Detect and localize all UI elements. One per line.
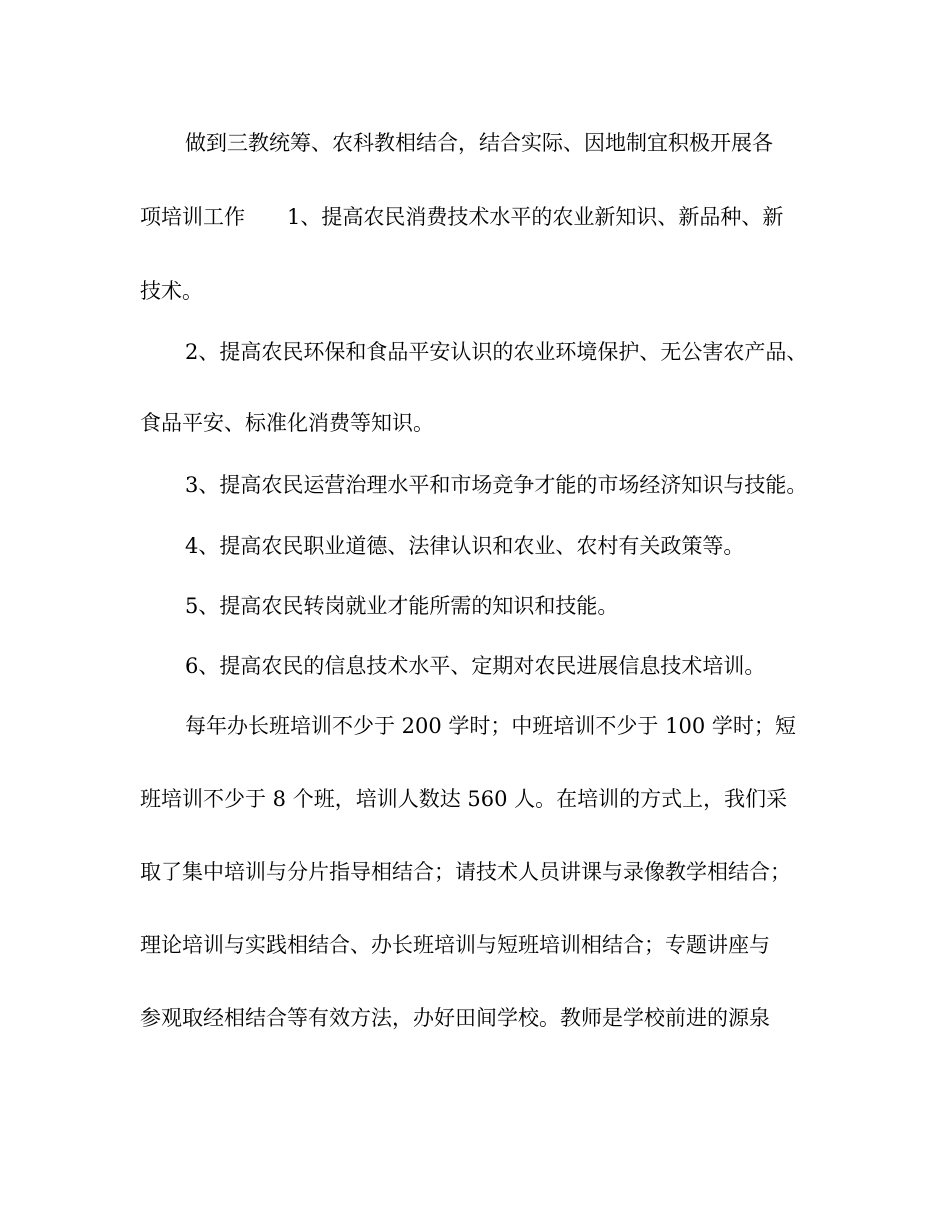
text-line: 做到三教统筹、农科教相结合，结合实际、因地制宜积极开展各 bbox=[185, 131, 773, 155]
text-line: 项培训工作 1、提高农民消费技术水平的农业新知识、新品种、新 bbox=[140, 205, 784, 229]
text-line: 食品平安、标准化消费等知识。 bbox=[140, 411, 434, 435]
text-line: 班培训不少于 8 个班，培训人数达 560 人。在培训的方式上，我们采 bbox=[140, 787, 788, 811]
text-line: 参观取经相结合等有效方法，办好田间学校。教师是学校前进的源泉 bbox=[140, 1006, 770, 1030]
text-line: 6、提高农民的信息技术水平、定期对农民进展信息技术培训。 bbox=[185, 654, 766, 678]
text-line: 取了集中培训与分片指导相结合；请技术人员讲课与录像教学相结合； bbox=[140, 860, 791, 884]
text-line: 每年办长班培训不少于 200 学时；中班培训不少于 100 学时；短 bbox=[185, 714, 796, 738]
text-line: 4、提高农民职业道德、法律认识和农业、农村有关政策等。 bbox=[185, 534, 745, 558]
text-line: 5、提高农民转岗就业才能所需的知识和技能。 bbox=[185, 594, 619, 618]
text-line: 技术。 bbox=[140, 279, 203, 303]
text-line: 2、提高农民环保和食品平安认识的农业环境保护、无公害农产品、 bbox=[185, 340, 808, 364]
text-line: 3、提高农民运营治理水平和市场竞争才能的市场经济知识与技能。 bbox=[185, 473, 808, 497]
text-line: 理论培训与实践相结合、办长班培训与短班培训相结合；专题讲座与 bbox=[140, 933, 770, 957]
